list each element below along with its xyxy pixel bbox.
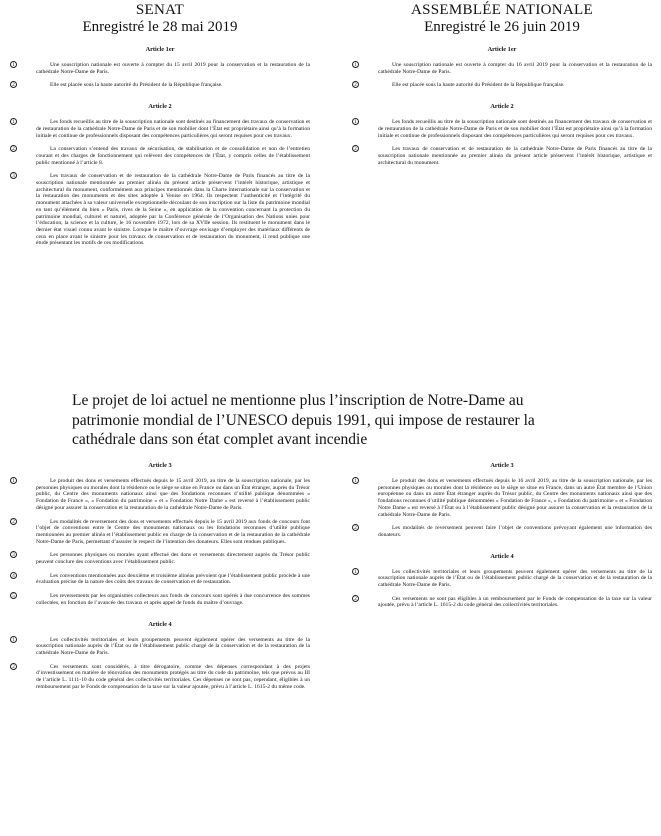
article-paragraph (352, 596, 652, 609)
senat-top-block (10, 46, 310, 247)
paragraph-number: 2 (352, 81, 359, 88)
paragraph-text: Les collectivités territoriales et leurs groupements peuvent également opérer des versements au titre de la souscription nationale auprès de l’État ou de l’établissement public chargé de la conservation et de la restauration de la cathédrale Notre-Dame de Paris. (36, 636, 310, 656)
paragraph-text: Elle est placée sous la haute autorité du Président de la République française. (50, 82, 223, 89)
paragraph-text: Les modalités de reversement peuvent faire l’objet de conventions prévoyant également une information des donateurs. (378, 525, 652, 538)
article-paragraph (352, 146, 652, 166)
paragraph-text: Les personnes physiques ou morales ayant effectué des dons et versements directement auprès du Trésor public peuvent conclure des conventions avec l’établissement public. (36, 552, 310, 566)
paragraph-number: 4 (10, 572, 17, 579)
article-paragraph (10, 82, 310, 89)
article-title: Article 1er (487, 46, 517, 53)
article-paragraph (10, 573, 310, 586)
paragraph-text: Ces versements sont considérés, à titre dérogatoire, comme des dépenses correspondant à des projets d’investissement en matière de rénovation des monuments protégés au titre du code du patrimoine, tels que prévus au III de l’article L. 1111-10 du code général des collectivités territoriales. Ces dépenses ne sont pas, cependant, éligibles à un remboursement par le Fonds de compensation de la taxe sur la valeur ajoutée, prévu à l’article L. 1615-2 du même code. (36, 663, 310, 690)
paragraph-number: 1 (352, 118, 359, 125)
paragraph-number: 2 (10, 145, 17, 152)
article-paragraph (10, 62, 310, 75)
paragraph-number: 2 (352, 145, 359, 152)
paragraph-text: Elle est placée sous la haute autorité du Président de la République française. (392, 82, 565, 89)
paragraph-number: 2 (10, 663, 17, 670)
article-title: Article 1er (145, 46, 175, 53)
paragraph-number: 2 (352, 524, 359, 531)
paragraph-number: 1 (10, 61, 17, 68)
paragraph-text: Les reversements par les organismes collecteurs aux fonds de concours sont opérés à due concurrence des sommes collectées, en fonction de l’avancée des travaux et après appel de fonds du maître d’ouvrage. (36, 593, 310, 606)
article-paragraph (10, 146, 310, 166)
article-title: Article 2 (490, 103, 514, 111)
assemblee-top-block (352, 46, 652, 166)
article-paragraph (352, 478, 652, 518)
article-paragraph (352, 119, 652, 139)
paragraph-text: Les modalités de reversement des dons et versements effectués depuis le 15 avril 2019 aux fonds de concours font l’objet de conventions entre le Centre des monuments nationaux ou les fondations reconnues d’utilité publique mentionnées au premier alinéa et l’établissement public en charge de la conservation et de la restauration de la cathédrale Notre-Dame de Paris, permettant d’assurer le respect de l’intention des donateurs. Elles sont rendues publiques. (36, 518, 310, 545)
paragraph-text: Les fonds recueillis au titre de la souscription nationale sont destinés au financement des travaux de conservation et de restauration de la cathédrale Notre-Dame de Paris et de son mobilier dont l’État est propriétaire ainsi qu’à la formation initiale et continue de professionnels disposant des compétences particulières qui seront requises pour ces travaux. (36, 119, 310, 139)
paragraph-number: 1 (352, 568, 359, 575)
assemblee-date: Enregistré le 26 juin 2019 (424, 19, 580, 35)
paragraph-text: Une souscription nationale est ouverte à compter du 15 avril 2019 pour la conservation et la restauration de la cathédrale Notre-Dame de Paris. (36, 62, 310, 75)
paragraph-text: Les travaux de conservation et de restauration de la cathédrale Notre-Dame de Paris financés au titre de la souscription nationale mentionnée au premier alinéa du présent article préservent l’intérêt historique, artistique et architectural du monument. (378, 146, 652, 166)
assemblee-title: ASSEMBLÉE NATIONALE (411, 2, 593, 18)
article-title: Article 4 (490, 552, 514, 560)
paragraph-text: Les travaux de conservation et de restauration de la cathédrale Notre-Dame de Paris financés au titre de la souscription nationale mentionnée au premier alinéa du présent article préservent l’intérêt historique, artistique et architectural du monument, conformément aux principes mentionnés dans la Charte internationale sur la conservation et la restauration des monuments et des sites adoptée à Venise en 1964. Ils respectent l’authenticité et l’intégrité du monument attachées à sa valeur universelle exceptionnelle découlant de son inscription sur la liste du patrimoine mondial en tant qu’élément du bien « Paris, rives de la Seine », en application de la convention concernant la protection du patrimoine mondial, culturel et naturel, adoptée par la Conférence générale de l’Organisation des Nations unies pour l’éducation, la science et la culture, le 16 novembre 1972, lors de sa XVIIe session. Ils restituent le monument dans le dernier état visuel connu avant le sinistre. Lorsque le maître d’ouvrage envisage d’employer des matériaux différents de ceux en place avant le sinistre pour les travaux de conservation et de restauration du monument, il rend publique une étude présentant les motifs de ces modifications. (36, 173, 310, 247)
paragraph-number: 1 (352, 477, 359, 484)
article-paragraph (352, 569, 652, 589)
paragraph-number: 3 (10, 172, 17, 179)
article-paragraph (10, 593, 310, 606)
article-paragraph (10, 173, 310, 247)
paragraph-number: 2 (10, 81, 17, 88)
senat-bottom-block (10, 462, 310, 690)
paragraph-text: Les collectivités territoriales et leurs groupements peuvent également opérer des versements au titre de la souscription nationale auprès de l’État ou de l’établissement public chargé de la conservation et de la restauration de la cathédrale Notre-Dame de Paris. (378, 568, 652, 589)
article-paragraph (352, 62, 652, 75)
paragraph-text: La conservation s’entend des travaux de sécurisation, de stabilisation et de consolidation et non de l’entretien courant et des charges de fonctionnement qui relèvent des compétences de l’État, y compris celles de l’établissement public mentionné à l’article 8. (36, 146, 310, 166)
article-paragraph (10, 519, 310, 546)
paragraph-number: 5 (10, 592, 17, 599)
article-paragraph (10, 664, 310, 691)
article-title: Article 3 (148, 462, 172, 469)
assemblee-header (352, 2, 652, 36)
article-title: Article 4 (148, 620, 172, 628)
paragraph-number: 1 (352, 61, 359, 68)
senat-header (10, 2, 310, 36)
paragraph-number: 1 (10, 636, 17, 643)
article-paragraph (352, 82, 652, 89)
paragraph-text: Les fonds recueillis au titre de la souscription nationale sont destinés au financement des travaux de conservation et de restauration de la cathédrale Notre-Dame de Paris et de son mobilier dont l’État est propriétaire ainsi qu’à la formation initiale et continue de professionnels disposant des compétences particulières qui seront requises pour ces travaux. (378, 119, 652, 139)
article-paragraph (352, 525, 652, 538)
paragraph-number: 1 (10, 118, 17, 125)
paragraph-number: 2 (352, 595, 359, 602)
article-paragraph (10, 637, 310, 657)
senat-title: SENAT (135, 2, 185, 18)
senat-date: Enregistré le 28 mai 2019 (82, 19, 238, 35)
paragraph-text: Les conventions mentionnées aux deuxième et troisième alinéas prévoient que l’établissement public procède à une évaluation précise de la nature des coûts des travaux de conservation et de restauration. (36, 572, 310, 586)
commentary-banner: Le projet de loi actuel ne mentionne plus l’inscription de Notre-Dame au patrimonie mondial de l’UNESCO depuis 1991, qui impose de restaurer la cathédrale dans son état complet avant incendie (72, 392, 535, 448)
article-paragraph (10, 552, 310, 565)
paragraph-number: 1 (10, 477, 17, 484)
article-paragraph (10, 119, 310, 139)
paragraph-text: Le produit des dons et versements effectués depuis le 15 avril 2019, au titre de la souscription nationale, par les personnes physiques ou morales dont la résidence ou le siège se situe en France ou dans un État étranger, auprès du Trésor public, du Centre des monuments nationaux ainsi que des fondations reconnues d’utilité publique dénommées « Fondation de France », « Fondation du patrimoine » et « Fondation Notre Dame » est reversé à l’établissement public désigné pour assurer la conservation et la restauration de la cathédrale Notre-Dame de Paris. (36, 478, 310, 511)
paragraph-text: Une souscription nationale est ouverte à compter du 16 avril 2019 pour la conservation et la restauration de la cathédrale Notre-Dame de Paris. (378, 62, 652, 75)
assemblee-bottom-block (352, 462, 652, 609)
paragraph-text: Ces versements ne sont pas éligibles à un remboursement par le Fonds de compensation de la taxe sur la valeur ajoutée, prévu à l’article L. 1615-2 du code général des collectivités territoriales. (378, 595, 652, 609)
paragraph-text: Le produit des dons et versements effectués depuis le 16 avril 2019, au titre de la souscription nationale, par les personnes physiques ou morales dont la résidence ou le siège se situe en France, dans un autre État membre de l’Union européenne ou dans un autre État étranger auprès du Trésor public, du Centre des monuments nationaux ainsi que des fondations reconnues d’utilité publique dénommées « Fondation de France », « Fondation du patrimoine » et « Fondation Notre Dame » est reversé à l’État ou à l’établissement public désigné pour assurer la conservation et la restauration de la cathédrale Notre-Dame de Paris. (378, 478, 652, 518)
article-title: Article 3 (490, 462, 514, 469)
paragraph-number: 3 (10, 551, 17, 558)
article-title: Article 2 (148, 103, 172, 111)
article-paragraph (10, 478, 310, 512)
paragraph-number: 2 (10, 518, 17, 525)
